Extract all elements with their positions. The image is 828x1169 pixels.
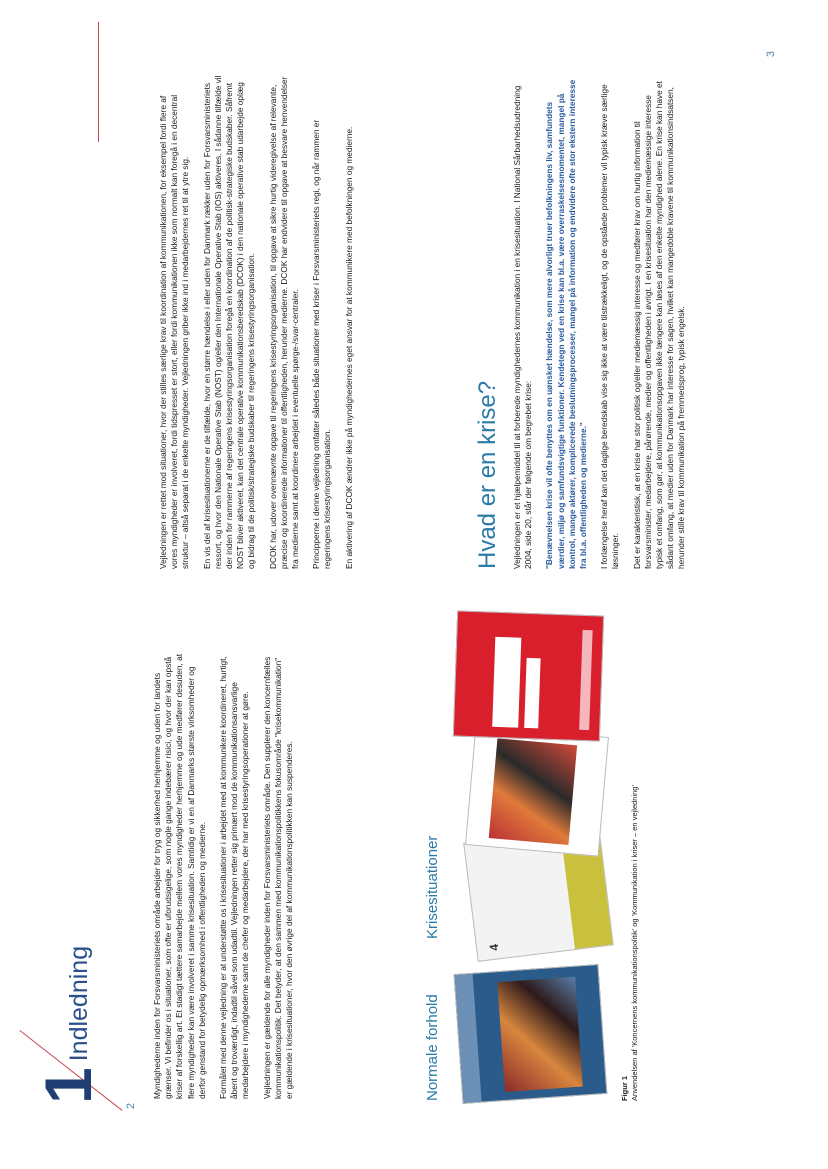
right-paragraph-1: Vejledningen er rettet mod situationer, hvor der stilles særlige krav til koordination af kommunikationen, for eksempel fordi flere af vores myndigheder er involveret, fordi tidspresset er stort, eller fordi kommunikationen ikke som normalt kan foregå i en decentral struktur – altså separat i de enkelte myndigheder. Vejledningen griber ikke ind i medarbejdernes ret til at ytre sig. xyxy=(158,94,191,569)
chapter-heading xyxy=(31,945,105,1104)
left-paragraph-1: Myndighederne inden for Forsvarsministeriets område arbejder for tryg og sikkerhed herhjemme og uden for landets grænser. Vi befinder os i situationer, som ofte er uforudsigelige, som nogle gange indebærer risici, og hvor der kan opstå kriser af forskellig art. Et stadigt tættere samarbejde mellem vores myndigheder herhjemme og ude medfører desuden, at flere myndigheder kan være involveret i samme krisesituation. Samtidig er vi en af Danmarks største virksomheder og derfor genstand for betydelig opmærksomhed i offentligheden og medierne. xyxy=(152,653,207,1099)
section-heading-krise: Hvad er en krise? xyxy=(474,380,501,569)
section2-body xyxy=(512,74,698,569)
section2-paragraph-3: Det er karakteristisk, at en krise har stor politisk og/eller mediemæssig interesse og medfører krav om hurtig information til forsvarsminister, medarbejdere, pårørende, medier og offentligheden i øvrigt. I en krisesituation har den mediemæssige interesse typisk et omfang, som gør, at kommunikationsopgaven ikke længere kan løses af den enkelte myndighed alene. En krise kan have et sådant omfang, at medier uden for Danmark har interesse for sagen, hvilket kan mangedoble kravene til kommunikationsindsatsen, herunder stille krav til kommunikation på fremmedsprog, typisk engelsk. xyxy=(631,81,687,569)
section2-quote: "Benævnelsen krise vil ofte benyttes om en uønsket hændelse, som mere alvorligt truer befolkningens liv, samfundets værdier, miljø og samfundsvigtige funktioner. Kendetegn ved en krise kan bl.a. være overraskelsesmomentet, mangel på kontrol, mange aktører, komplicerede beslutningsprocesser, mangel på information og endvidere ofte stor ekstern interesse fra bl.a. offentligheden og medierne." xyxy=(544,79,589,569)
section2-paragraph-2: I forlængelse heraf kan det daglige beredskab vise sig ikke at være tilstrækkeligt, og de opståede problemer vil typisk kræve særlige løsninger. xyxy=(599,84,621,569)
right-paragraph-2: En vis del af krisesituationerne er de tilfælde, hvor en større hændelse i eller uden for Danmark rækker uden for Forsvarsministeriets ressort, og hvor den Nationale Operative Stab (NOST) og/eller den Internationale Operative Stab (IOS) aktiveres. I sådanne tilfælde vil der inden for rammerne af regeringens krisestyringsorganisation foregå en koordination af de politisk-strategiske budskaber. Såfremt NOST bliver aktiveret, kan det centrale operative kommunikationsberedskab (DCOK) i den nationale operative stab udarbejde oplæg og bidrag til de politisk/strategiske budskaber til regeringens krisestyringsorganisation. xyxy=(201,75,257,569)
left-paragraph-3: Vejledningen er gældende for alle myndigheder inden for Forsvarsministeriets område. Den supplerer den koncernfælles kommunikationspolitik. Det betyder, at den sammen med kommunikationspolitikkens fokusområde "krisekommunikation" er gældende i krisesituationer, hvor den øvrige del af kommunikationspolitikken kan suspenderes. xyxy=(261,656,295,1099)
section2-intro: Vejledningen er et hjælpemiddel til at forberede myndighedernes kommunikation i en krisesituation. I National Sårbarhedsudredning 2004, side 20, står der følgende om begrebet krise: xyxy=(512,85,534,569)
book-cover-communication-policy xyxy=(454,964,608,1104)
figure-caption xyxy=(620,785,640,1101)
page-number-right: 3 xyxy=(765,50,778,58)
right-column xyxy=(158,74,365,569)
book-cover-crisis-photo xyxy=(465,725,609,856)
right-paragraph-5: En aktivering af DCOK ændrer ikke på myndighedernes eget ansvar for at kommunikere med befolkningen og medierne. xyxy=(343,126,354,569)
page-number-left: 2 xyxy=(125,1102,138,1110)
chapter-title: Indledning xyxy=(65,945,93,1062)
chapter-number: 1 xyxy=(31,1067,105,1104)
subheading-normal: Normale forhold xyxy=(424,994,441,1101)
right-paragraph-4: Principperne i denne vejledning omfatter således både situationer med kriser i Forsvarsministeriets regi, og når rammen er regeringens krisestyringsorganisation. xyxy=(311,119,333,569)
subheading-krise: Krisesituationer xyxy=(424,835,441,939)
figure-caption-text: Anvendelsen af 'Koncernens kommunikationspolitik' og 'Kommunikation i kriser – en vejledning' xyxy=(630,785,639,1101)
left-column xyxy=(152,654,305,1099)
book-cover-dcok-red xyxy=(453,610,604,741)
left-paragraph-2: Formålet med denne vejledning er at understøtte os i krisesituationer i arbejdet med at kommunikere koordineret, hurtigt, åbent og troværdigt, indadtil såvel som udadtil. Vejledningen retter sig primært mod de kommunikationsansvarlige medarbejdere i myndighederne samt de chefer og medarbejdere, der har med krisestyringsoperationer at gøre. xyxy=(218,656,251,1099)
figure-label: Figur 1 xyxy=(620,1075,629,1101)
right-paragraph-3: DCOK har, udover ovennævnte opgave til regeringens krisestyringsorganisation, til opgave at sikre hurtig videregivelse af relevante, præcise og koordinerede informationer til offentligheden, herunder medierne. DCOK har endvidere til opgave at besvare henvendelser fra medierne samt at koordinere arbejdet i eventuelle spørge-/svar-centraler. xyxy=(267,76,301,569)
book-number: 4 xyxy=(486,943,502,952)
